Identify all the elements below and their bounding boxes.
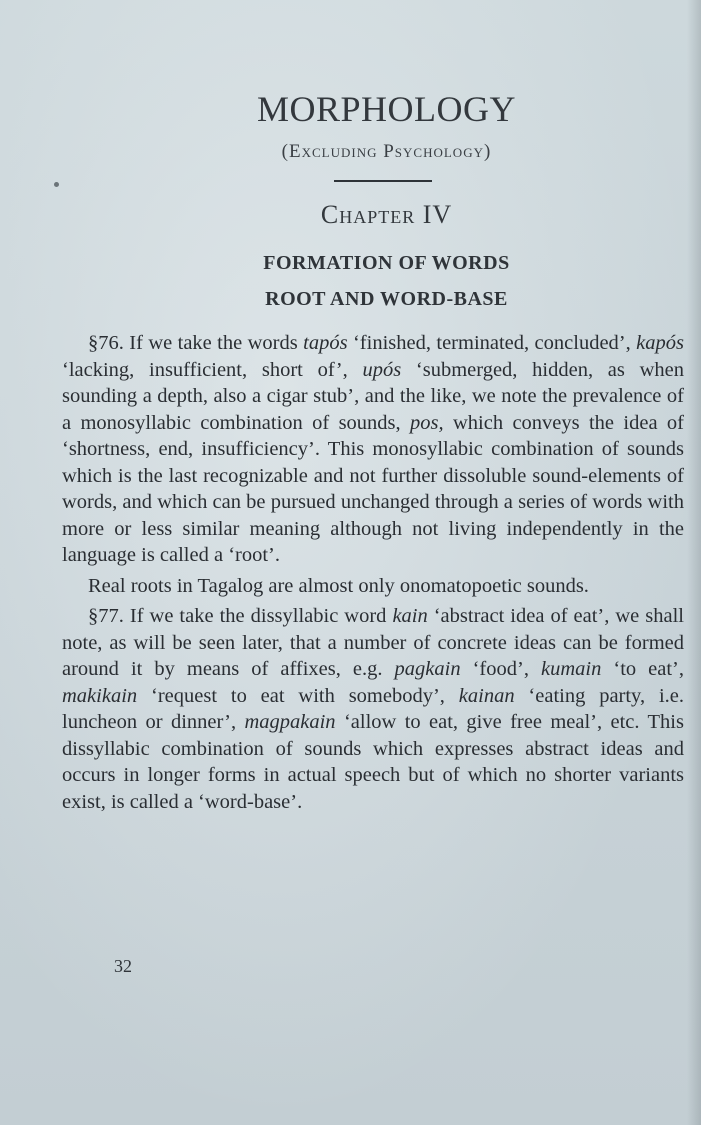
page-number: 32 bbox=[114, 956, 132, 976]
paragraph bbox=[62, 330, 684, 569]
ink-spot bbox=[54, 182, 59, 187]
italic-term: kumain bbox=[540, 658, 602, 680]
text-run: §76. If we take the words bbox=[88, 332, 304, 354]
text-run: ‘submerged, hidden, as when sounding a depth, also a cigar stub’, and the like, we note the prevalence of a monosyllabic combination of sounds, bbox=[62, 358, 684, 434]
italic-term: pagkain bbox=[394, 658, 461, 680]
text-run: ‘allow to eat, give free meal’, etc. This dissyllabic combination of sounds which expresses abstract ideas and occurs in longer forms in actual speech but of which no shorter variants exist, is called a ‘word-base’. bbox=[62, 711, 684, 813]
text-run: ‘food’, bbox=[460, 658, 541, 680]
chapter-heading: Chapter IV bbox=[320, 200, 453, 229]
italic-term: pos, bbox=[410, 411, 444, 434]
page-edge-shadow bbox=[687, 0, 701, 1125]
italic-term: kapós bbox=[636, 332, 684, 354]
text-run: ‘eating party, i.e. luncheon or dinner’, bbox=[62, 684, 684, 733]
text-run: ‘request to eat with somebody’, bbox=[137, 684, 459, 707]
section-subtitle: (Excluding Psychology) bbox=[281, 141, 492, 162]
body-text bbox=[62, 330, 684, 815]
italic-term: kain bbox=[392, 605, 428, 627]
text-run: ‘lacking, insufficient, short of’, bbox=[62, 358, 363, 381]
text-run: ‘finished, terminated, concluded’, bbox=[347, 332, 637, 354]
paragraph bbox=[62, 603, 684, 815]
section-heading: ROOT AND WORD-BASE bbox=[265, 288, 508, 310]
text-run: which conveys the idea of ‘shortness, end, insufficiency’. This monosyllabic combination of sounds which is the last recognizable and not further dissoluble sound-elements of words, and which can be pursued unchanged through a series of words with more or less similar meaning although not living independently in the language is called a ‘root’. bbox=[62, 411, 684, 566]
italic-term: magpakain bbox=[244, 711, 336, 733]
text-run: ‘to eat’, bbox=[601, 658, 684, 680]
chapter-title: FORMATION OF WORDS bbox=[263, 252, 510, 274]
italic-term: makikain bbox=[62, 684, 138, 707]
title-divider bbox=[334, 180, 432, 182]
text-run: Real roots in Tagalog are almost only onomatopoetic sounds. bbox=[88, 574, 589, 597]
text-run: §77. If we take the dissyllabic word bbox=[88, 605, 393, 627]
italic-term: kainan bbox=[458, 684, 515, 707]
text-run: ‘abstract idea of eat’, we shall note, as will be seen later, that a number of concrete ideas can be formed around it by means of affixes, e.g. bbox=[62, 605, 684, 680]
italic-term: upós bbox=[362, 358, 402, 381]
section-title: MORPHOLOGY bbox=[256, 89, 517, 129]
paragraph bbox=[62, 573, 684, 600]
italic-term: tapós bbox=[303, 332, 348, 354]
